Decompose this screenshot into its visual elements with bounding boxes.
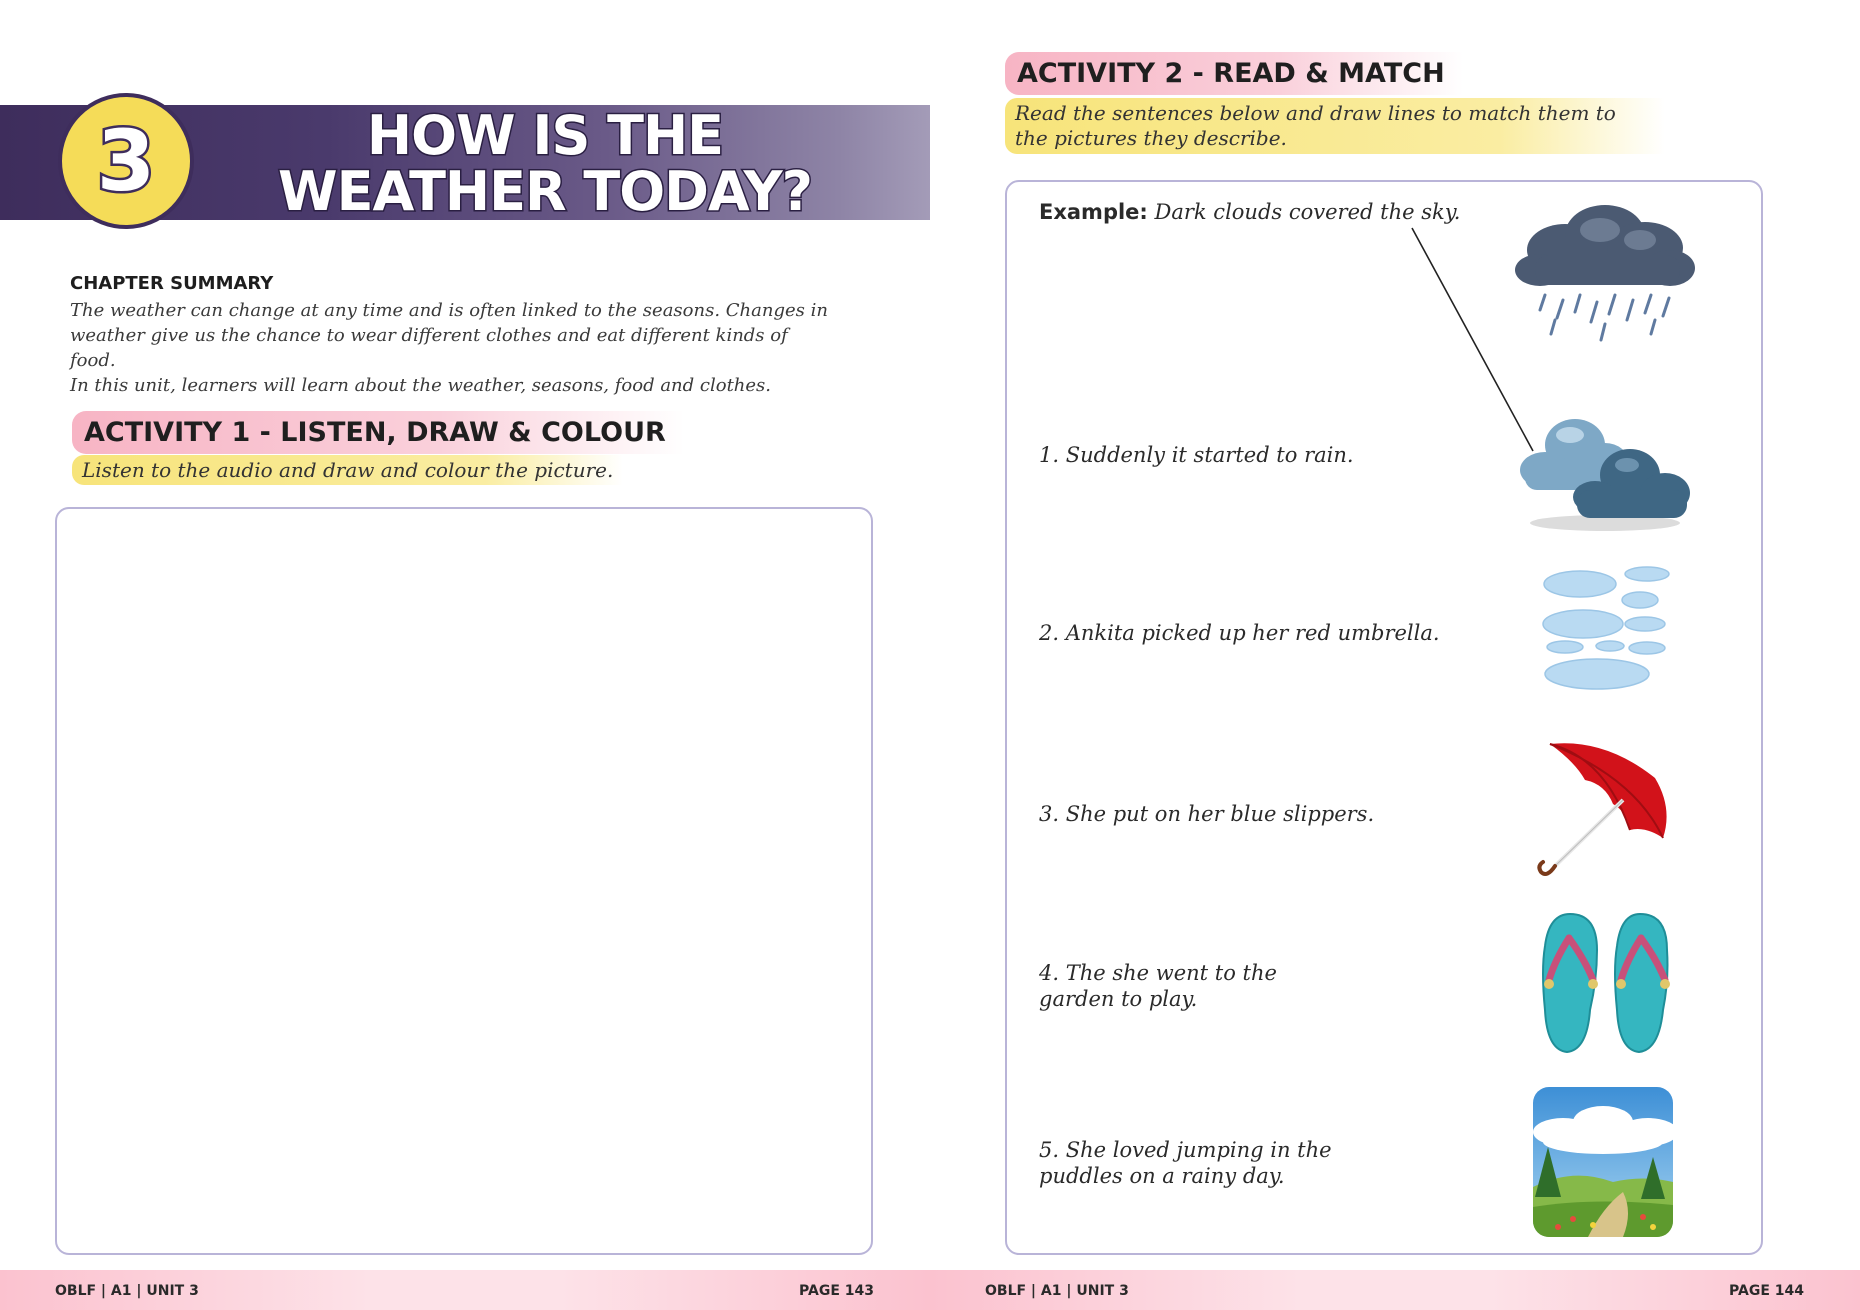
summary-heading: CHAPTER SUMMARY: [70, 273, 274, 294]
summary-line-2: weather give us the chance to wear different clothes and eat different kinds of food.: [70, 325, 788, 371]
sentence-text-line-1: 4. The she went to the: [1039, 961, 1277, 985]
footer-page-number: PAGE 144: [1729, 1283, 1804, 1299]
sentence-4[interactable]: [1039, 960, 1399, 1012]
footer-unit-label: OBLF | A1 | UNIT 3: [55, 1283, 199, 1299]
sentence-text: 3. She put on her blue slippers.: [1039, 802, 1375, 826]
sentence-text-line-2: puddles on a rainy day.: [1039, 1164, 1285, 1188]
sentence-2[interactable]: [1039, 620, 1459, 646]
summary-text: [70, 298, 830, 398]
chapter-title: [265, 104, 825, 223]
drawing-area[interactable]: [55, 507, 873, 1255]
footer-right-page: [930, 1270, 1860, 1310]
example-text: Dark clouds covered the sky.: [1154, 200, 1461, 224]
chapter-title-line-1: HOW IS THE: [366, 104, 724, 167]
example-sentence: [1039, 199, 1469, 225]
activity-1-instruction: Listen to the audio and draw and colour the picture.: [72, 455, 623, 485]
sentence-text: 1. Suddenly it started to rain.: [1039, 443, 1354, 467]
sentence-3[interactable]: [1039, 801, 1399, 827]
example-label: Example:: [1039, 200, 1148, 224]
flip-flops-icon[interactable]: [1535, 910, 1675, 1060]
footer-unit-label: OBLF | A1 | UNIT 3: [985, 1283, 1129, 1299]
activity-1-title: ACTIVITY 1 - LISTEN, DRAW & COLOUR: [72, 411, 684, 454]
activity-2-instruction-line-2: the pictures they describe.: [1015, 126, 1287, 150]
sunny-garden-icon[interactable]: [1533, 1087, 1673, 1237]
summary-line-3: In this unit, learners will learn about the weather, seasons, food and clothes.: [70, 375, 772, 396]
rain-cloud-icon[interactable]: [1505, 200, 1705, 350]
puddles-icon[interactable]: [1535, 562, 1675, 697]
red-umbrella-icon[interactable]: [1535, 738, 1675, 883]
activity-2-title: ACTIVITY 2 - READ & MATCH: [1005, 52, 1463, 95]
chapter-title-line-2: WEATHER TODAY?: [278, 160, 812, 223]
footer-page-number: PAGE 143: [799, 1283, 874, 1299]
activity-2-instruction: [1005, 98, 1665, 154]
sentence-text-line-2: garden to play.: [1039, 987, 1198, 1011]
dark-clouds-icon[interactable]: [1515, 405, 1695, 535]
activity-2-instruction-line-1: Read the sentences below and draw lines to match them to: [1015, 101, 1616, 125]
sentence-text: 2. Ankita picked up her red umbrella.: [1039, 621, 1440, 645]
sentence-1[interactable]: [1039, 442, 1399, 468]
summary-line-1: The weather can change at any time and is often linked to the seasons. Changes in: [70, 300, 828, 321]
sentence-text-line-1: 5. She loved jumping in the: [1039, 1138, 1332, 1162]
sentence-5[interactable]: [1039, 1137, 1399, 1189]
unit-number-badge: 3: [58, 93, 194, 229]
footer-left-page: [0, 1270, 930, 1310]
